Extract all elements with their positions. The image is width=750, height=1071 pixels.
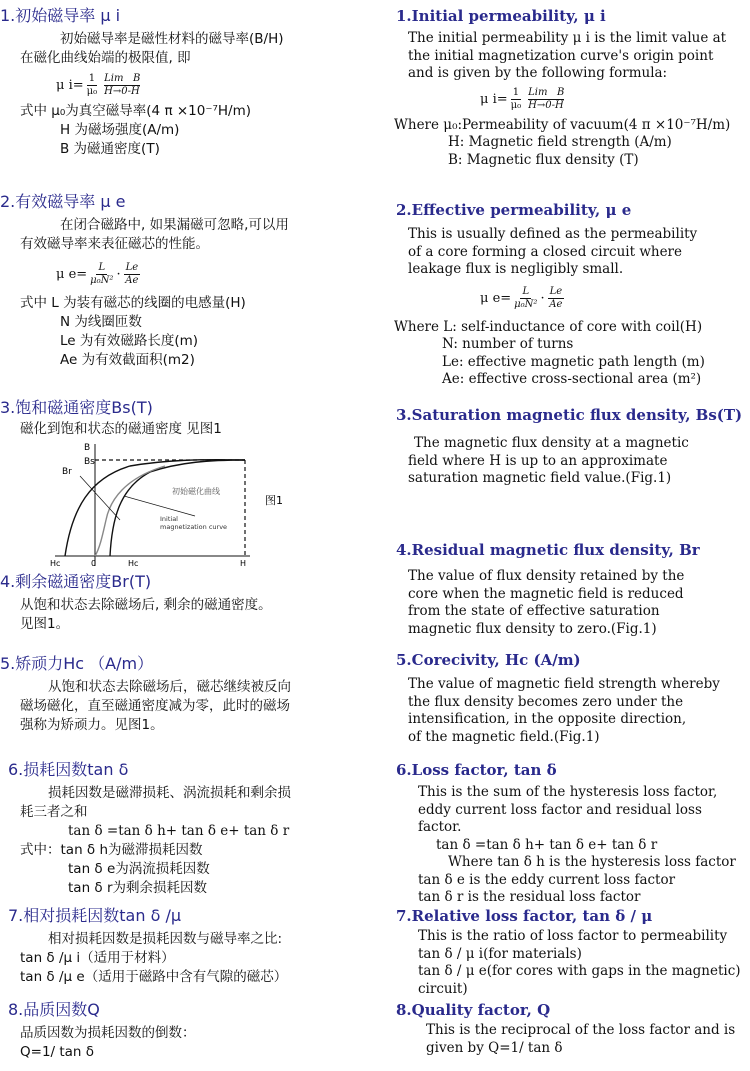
paragraph-line: 品质因数为损耗因数的倒数： xyxy=(20,1025,196,1041)
paragraph-line: and is given by the following formula: xyxy=(408,65,668,81)
fraction xyxy=(124,262,141,287)
where-line: 式中：tan δ h为磁滞损耗因数 xyxy=(20,842,203,858)
paragraph-line: tan δ / μ i(for materials) xyxy=(418,945,582,962)
paragraph-line: eddy current loss factor and residual loss xyxy=(418,801,702,818)
denominator: μ₀N² xyxy=(514,299,538,310)
numerator: 1 xyxy=(512,87,520,98)
paragraph-line: Where tan δ h is the hysteresis loss factor xyxy=(448,854,736,870)
section-effective-permeability-cn xyxy=(0,192,385,370)
paragraph-line: The magnetic flux density at a magnetic xyxy=(414,435,689,451)
lim-numerator: B xyxy=(133,72,141,84)
hysteresis-figure xyxy=(0,438,300,568)
loss-formula: tan δ =tan δ h+ tan δ e+ tan δ r xyxy=(68,823,290,839)
section-coercivity-en xyxy=(388,650,750,746)
paragraph-line: Q=1/ tan δ xyxy=(20,1044,95,1060)
where-line: B: Magnetic flux density (T) xyxy=(448,151,639,168)
formula-lhs: μ e= xyxy=(56,266,88,282)
section-coercivity-cn xyxy=(0,654,385,735)
formula-mu-i xyxy=(0,68,385,102)
section-title: 8.Quality factor, Q xyxy=(396,1001,551,1019)
paragraph-line: 见图1。 xyxy=(20,616,70,632)
where-line: H: Magnetic field strength (A/m) xyxy=(448,134,672,150)
where-line: Where L: self-inductance of core with coil(H) xyxy=(394,318,703,335)
annot-en-1: Initial xyxy=(160,515,178,523)
numerator: L xyxy=(98,261,106,273)
axis-label-b: B xyxy=(84,443,91,453)
axis-label-zero: 0 xyxy=(91,559,97,568)
axis-label-h: H xyxy=(240,559,247,568)
where-line: Ae: effective cross-sectional area (m²) xyxy=(442,371,702,387)
paragraph-line: of a core forming a closed circuit where xyxy=(408,243,683,260)
where-line: H 为磁场强度(A/m) xyxy=(60,122,180,138)
paragraph-line: The initial permeability μ i is the limit value at xyxy=(408,30,727,46)
denominator: Ae xyxy=(549,299,563,310)
where-line: N: number of turns xyxy=(442,336,574,352)
formula-mu-e xyxy=(388,279,750,319)
paragraph-line: the flux density becomes zero under the xyxy=(408,693,684,710)
section-title: 4.Residual magnetic flux density, Br xyxy=(396,541,700,559)
paragraph-line: tan δ / μ e(for cores with gaps in the magnetic) xyxy=(418,963,741,979)
paragraph-line: 耗三者之和 xyxy=(20,804,88,820)
figure-label: 图1 xyxy=(265,494,283,507)
formula-lhs: μ i= xyxy=(56,77,84,93)
paragraph-line: This is the reciprocal of the loss factor and is xyxy=(426,1022,736,1038)
paragraph-line: 在磁化曲线始端的极限值, 即 xyxy=(20,50,191,66)
section-title: 8.品质因数Q xyxy=(8,1000,100,1019)
paragraph-line: factor. xyxy=(418,819,462,835)
fraction xyxy=(90,262,113,287)
section-title: 7.Relative loss factor, tan δ / μ xyxy=(396,907,653,925)
numerator: Le xyxy=(549,286,563,297)
fraction xyxy=(87,73,98,98)
section-title: 1.Initial permeability, μ i xyxy=(396,7,606,25)
denominator: μ₀N² xyxy=(90,274,114,286)
ascending-branch xyxy=(110,460,245,556)
section-initial-permeability-en xyxy=(388,6,750,169)
paragraph-line: 相对损耗因数是损耗因数与磁导率之比: xyxy=(48,931,283,947)
lim-label: Lim xyxy=(104,72,124,84)
section-title: 5.矫顽力Hc （A/m） xyxy=(0,654,154,673)
paragraph-line: given by Q=1/ tan δ xyxy=(426,1039,563,1056)
where-line: Ae 为有效截面积(m2) xyxy=(60,352,195,368)
section-quality-en xyxy=(388,1000,750,1057)
paragraph-line: field where H is up to an approximate xyxy=(408,452,668,469)
where-line: tan δ r为剩余损耗因数 xyxy=(68,880,208,896)
section-title: 4.剩余磁通密度Br(T) xyxy=(0,572,152,591)
section-title: 5.Corecivity, Hc (A/m) xyxy=(396,651,581,669)
paragraph-line: The value of magnetic field strength whereby xyxy=(408,676,720,692)
paragraph-line: 从饱和状态去除磁场后，磁芯继续被反向 xyxy=(48,679,291,695)
axis-label-br: Br xyxy=(62,467,72,477)
annot-leader xyxy=(124,496,195,516)
section-title: 2.Effective permeability, μ e xyxy=(396,201,632,219)
paragraph-line: of the magnetic field.(Fig.1) xyxy=(408,728,600,745)
section-title: 3.Saturation magnetic flux density, Bs(T) xyxy=(396,406,743,424)
formula-lhs: μ i= xyxy=(480,92,508,107)
annot-cn: 初始磁化曲线 xyxy=(172,487,220,496)
paragraph-line: leakage flux is negligibly small. xyxy=(408,261,624,277)
where-line: B 为磁通密度(T) xyxy=(60,141,160,157)
paragraph-line: 从饱和状态去除磁场后, 剩余的磁通密度。 xyxy=(20,597,272,613)
section-residual-en xyxy=(388,540,750,638)
paragraph-line: tan δ /μ e（适用于磁路中含有气隙的磁芯） xyxy=(20,969,288,985)
numerator: Le xyxy=(125,261,139,273)
limit-expr: Lim B H→0-H xyxy=(528,87,565,111)
section-saturation-en xyxy=(388,405,750,488)
descending-branch xyxy=(65,460,245,556)
denominator: Ae xyxy=(125,274,139,286)
lim-subscript: H→0 xyxy=(104,85,128,97)
paragraph-line: 有效磁导率来表征磁芯的性能。 xyxy=(20,236,209,252)
section-title: 7.相对损耗因数tan δ /μ xyxy=(8,906,182,925)
denominator: μ₀ xyxy=(510,100,522,111)
section-quality-cn xyxy=(0,1000,385,1062)
section-residual-cn xyxy=(0,572,385,634)
initial-curve xyxy=(95,466,165,556)
paragraph-line: 初始磁导率是磁性材料的磁导率(B/H) xyxy=(60,31,284,47)
paragraph-line: 在闭合磁路中, 如果漏磁可忽略,可以用 xyxy=(60,217,289,233)
axis-label-hc-right: Hc xyxy=(128,559,139,568)
section-title: 1.初始磁导率 μ i xyxy=(0,6,121,25)
paragraph-line: circuit) xyxy=(418,980,468,997)
formula-mu-i xyxy=(388,83,750,117)
paragraph-line: 磁化到饱和状态的磁通密度 见图1 xyxy=(20,421,222,437)
section-title: 6.Loss factor, tan δ xyxy=(396,761,557,779)
paragraph-line: tan δ e is the eddy current loss factor xyxy=(418,871,676,888)
paragraph-line: This is the sum of the hysteresis loss factor, xyxy=(418,784,718,800)
denominator: μ₀ xyxy=(86,85,98,97)
axis-label-bs: Bs xyxy=(84,457,95,467)
section-title: 2.有效磁导率 μ e xyxy=(0,192,126,211)
section-relative-loss-cn xyxy=(0,906,385,987)
paragraph-line: core when the magnetic field is reduced xyxy=(408,585,684,602)
section-effective-permeability-en xyxy=(388,200,750,389)
numerator: 1 xyxy=(88,72,96,84)
paragraph-line: the initial magnetization curve's origin point xyxy=(408,47,714,64)
paragraph-line: This is usually defined as the permeability xyxy=(408,226,698,242)
where-line: Le: effective magnetic path length (m) xyxy=(442,353,705,370)
fraction xyxy=(514,286,537,311)
paragraph-line: magnetic flux density to zero.(Fig.1) xyxy=(408,620,657,637)
where-line: tan δ e为涡流损耗因数 xyxy=(68,861,210,877)
section-loss-factor-cn xyxy=(0,760,385,898)
where-line: Le 为有效磁路长度(m) xyxy=(60,333,199,349)
where-line: N 为线圈匝数 xyxy=(60,314,142,330)
paragraph-line: 损耗因数是磁滞损耗、涡流损耗和剩余损 xyxy=(48,785,291,801)
section-loss-factor-en xyxy=(388,760,750,907)
section-saturation-cn xyxy=(0,398,385,439)
lim-subscript: H→0 xyxy=(528,100,552,111)
lim-numerator: B xyxy=(557,87,565,98)
paragraph-line: tan δ r is the residual loss factor xyxy=(418,889,641,905)
lim-label: Lim xyxy=(528,87,548,98)
limit-expr: Lim B H→0-H xyxy=(104,72,141,97)
formula-lhs: μ e= xyxy=(480,291,512,306)
br-arrow xyxy=(80,476,120,520)
fraction xyxy=(511,87,522,112)
section-title: 6.损耗因数tan δ xyxy=(8,760,129,779)
paragraph-line: This is the ratio of loss factor to permeability xyxy=(418,928,728,944)
numerator: L xyxy=(522,286,530,297)
formula-mu-e xyxy=(0,254,385,294)
paragraph-line: from the state of effective saturation xyxy=(408,603,660,619)
loss-formula: tan δ =tan δ h+ tan δ e+ tan δ r xyxy=(436,836,658,853)
paragraph-line: The value of flux density retained by the xyxy=(408,568,685,584)
where-line: 式中 L 为装有磁芯的线圈的电感量(H) xyxy=(20,295,246,311)
dot-operator: · xyxy=(116,266,121,282)
dot-operator: · xyxy=(540,291,545,306)
lim-denominator: H xyxy=(555,100,564,111)
where-line: Where μ₀:Permeability of vacuum(4 π ×10⁻⁷H/m) xyxy=(394,116,731,133)
section-relative-loss-en xyxy=(388,906,750,998)
section-initial-permeability-cn xyxy=(0,6,385,159)
axis-label-hc-left: Hc xyxy=(50,559,61,568)
paragraph-line: saturation magnetic field value.(Fig.1) xyxy=(408,470,672,486)
paragraph-line: intensification, in the opposite direction, xyxy=(408,711,687,727)
where-line: 式中 μ₀为真空磁导率(4 π ×10⁻⁷H/m) xyxy=(20,103,252,119)
paragraph-line: 磁场磁化，直至磁通密度减为零，此时的磁场 xyxy=(20,698,290,714)
section-title: 3.饱和磁通密度Bs(T) xyxy=(0,398,153,417)
paragraph-line: 强称为矫顽力。见图1。 xyxy=(20,717,164,733)
annot-en-2: magnetization curve xyxy=(160,523,228,531)
lim-denominator: H xyxy=(131,85,140,97)
fraction xyxy=(548,286,565,311)
paragraph-line: tan δ /μ i（适用于材料） xyxy=(20,950,175,966)
